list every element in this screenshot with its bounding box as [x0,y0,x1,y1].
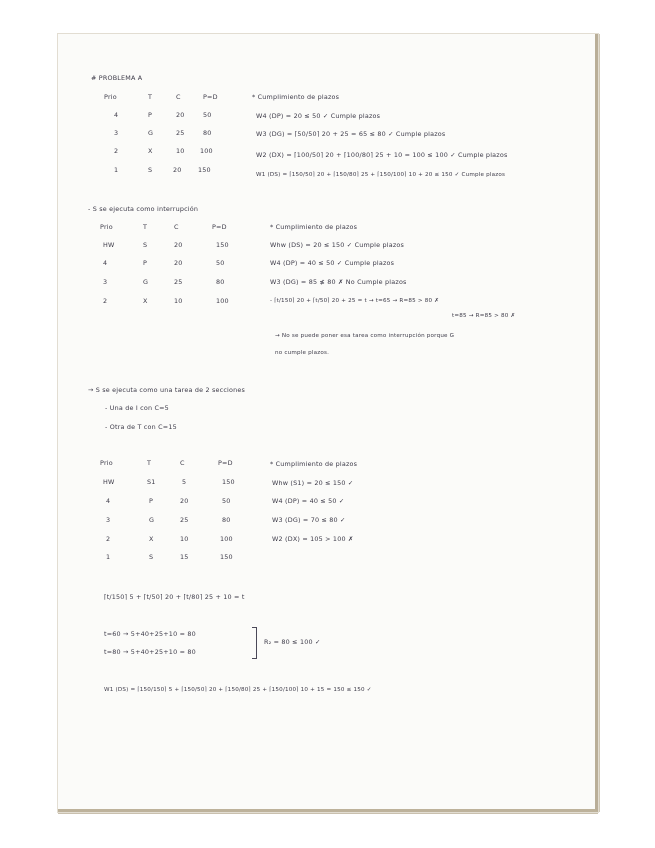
iteration-line: t=80 → 5+40+25+10 = 80 [104,648,196,656]
check-2-line: → No se puede poner esa tarea como interrupción porque G [275,333,455,339]
table-row: 4 [103,259,108,267]
table-row: 5 [182,478,187,486]
table-row: 50 [203,111,212,119]
table-row: 2 [106,535,111,543]
check-1-line: W1 (DS) = ⌈150/50⌉ 20 + ⌈150/80⌉ 25 + ⌈150/100⌉ 10 + 20 ≤ 150 ✓ Cumple plazos [256,172,506,178]
table-3-header-t: T [147,459,152,467]
table-row: 20 [174,241,183,249]
table-row: X [148,147,153,155]
table-2-header-prio: Prio [100,223,113,231]
check-3-title: * Cumplimiento de plazos [270,460,358,468]
table-row: X [143,297,148,305]
check-1-line: W3 (DG) = ⌈50/50⌉ 20 + 25 = 65 ≤ 80 ✓ Cumple plazos [256,130,446,138]
table-row: P [149,497,154,505]
table-1-header-pd: P=D [203,93,218,101]
table-row: 10 [176,147,185,155]
table-row: 150 [222,478,235,486]
table-row: 3 [106,516,111,524]
table-row: 80 [203,129,212,137]
table-row: 20 [176,111,185,119]
table-row: S1 [147,478,156,486]
table-row: 25 [180,516,189,524]
table-row: 25 [176,129,185,137]
table-row: X [149,535,154,543]
table-row: HW [103,241,115,249]
check-2-line: Whw (DS) = 20 ≤ 150 ✓ Cumple plazos [270,241,405,249]
check-1-title: * Cumplimiento de plazos [252,93,340,101]
table-row: 50 [216,259,225,267]
table-row: 4 [106,497,111,505]
table-row: P [143,259,148,267]
table-row: 2 [114,147,119,155]
section-3-item: - Otra de T con C=15 [105,423,177,431]
check-2-line: W4 (DP) = 40 ≤ 50 ✓ Cumple plazos [270,259,395,267]
table-row: 15 [180,553,189,561]
table-1-header-prio: Prio [104,93,117,101]
check-3-line: W3 (DG) = 70 ≤ 80 ✓ [272,516,346,524]
table-row: 1 [106,553,111,561]
check-1-line: W2 (DX) = ⌈100/50⌉ 20 + ⌈100/80⌉ 25 + 10 = 100 ≤ 100 ✓ Cumple plazos [256,151,508,159]
check-3-line: W2 (DX) = 105 > 100 ✗ [272,535,354,543]
table-row: 100 [200,147,213,155]
table-row: 4 [114,111,119,119]
table-row: S [149,553,154,561]
table-row: 150 [216,241,229,249]
table-row: 100 [216,297,229,305]
check-3-line: Whw (S1) = 20 ≤ 150 ✓ [272,479,354,487]
check-2-line: no cumple plazos. [275,350,330,356]
section-3-item: - Una de I con C=5 [105,404,169,412]
table-row: 150 [220,553,233,561]
table-row: 25 [174,278,183,286]
check-2-line: - ⌈t/150⌉ 20 + ⌈t/50⌉ 20 + 25 = t → t=65 → R=85 > 80 ✗ [270,298,440,304]
table-row: 10 [174,297,183,305]
check-1-line: W4 (DP) = 20 ≤ 50 ✓ Cumple plazos [256,112,381,120]
iteration-line: t=60 → 5+40+25+10 = 80 [104,630,196,638]
check-2-line: W3 (DG) = 85 ≰ 80 ✗ No Cumple plazos [270,278,407,286]
section-2-title: - S se ejecuta como interrupción [88,205,199,213]
iteration-result: R₂ = 80 ≤ 100 ✓ [264,638,321,646]
table-row: S [143,241,148,249]
check-2-line: t=85 → R=85 > 80 ✗ [452,313,516,319]
table-row: HW [103,478,115,486]
table-row: G [143,278,149,286]
table-row: 150 [198,166,211,174]
table-row: G [148,129,154,137]
table-row: 10 [180,535,189,543]
table-row: 50 [222,497,231,505]
table-row: 3 [103,278,108,286]
table-row: G [149,516,155,524]
table-row: 20 [180,497,189,505]
table-row: 3 [114,129,119,137]
table-1-header-c: C [176,93,181,101]
table-1-header-t: T [148,93,153,101]
table-3-header-prio: Prio [100,459,113,467]
problem-title: # PROBLEMA A [91,74,143,82]
table-row: S [148,166,153,174]
table-row: P [148,111,153,119]
table-2-header-pd: P=D [212,223,227,231]
final-line: W1 (DS) = ⌈150/150⌉ 5 + ⌈150/50⌉ 20 + ⌈150/80⌉ 25 + ⌈150/100⌉ 10 + 15 = 150 ≤ 150 ✓ [104,687,372,693]
table-3-header-c: C [180,459,185,467]
table-row: 20 [173,166,182,174]
check-3-line: W4 (DP) = 40 ≤ 50 ✓ [272,497,345,505]
table-2-header-t: T [143,223,148,231]
section-3-title: → S se ejecuta como una tarea de 2 secciones [88,386,246,394]
table-row: 100 [220,535,233,543]
table-row: 20 [174,259,183,267]
table-row: 80 [222,516,231,524]
table-row: 2 [103,297,108,305]
table-row: 80 [216,278,225,286]
equation-1: ⌈t/150⌉ 5 + ⌈t/50⌉ 20 + ⌈t/80⌉ 25 + 10 = t [104,593,245,601]
table-2-header-c: C [174,223,179,231]
check-2-title: * Cumplimiento de plazos [270,223,358,231]
iteration-brace [252,627,257,659]
table-row: 1 [114,166,119,174]
table-3-header-pd: P=D [218,459,233,467]
